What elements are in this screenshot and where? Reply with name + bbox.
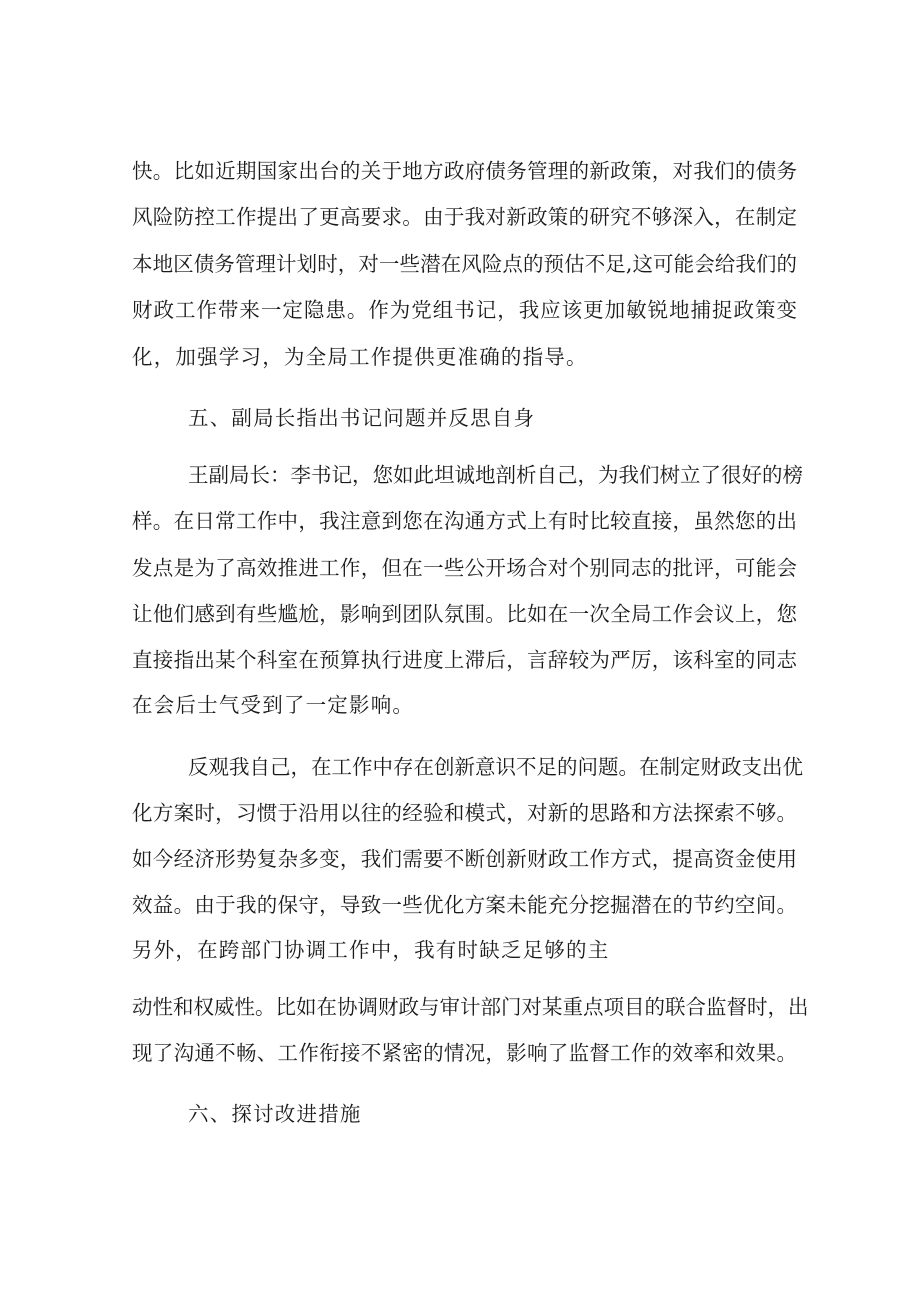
text-line: 反观我自己，在工作中存在创新意识不足的问题。在制定财政支出优 <box>188 755 803 779</box>
section-heading: 五、副局长指出书记问题并反思自身 <box>188 406 536 430</box>
text-line: 效益。由于我的保守，导致一些优化方案未能充分挖掘潜在的节约空间。 <box>132 893 797 917</box>
text-line: 发点是为了高效推进工作，但在一些公开场合对个别同志的批评，可能会 <box>132 556 797 580</box>
section-heading: 六、探讨改进措施 <box>188 1102 362 1126</box>
text-line: 另外，在跨部门协调工作中，我有时缺乏足够的主 <box>132 938 610 962</box>
text-line: 化，加强学习，为全局工作提供更准确的指导。 <box>132 345 588 369</box>
text-line: 化方案时，习惯于沿用以往的经验和模式，对新的思路和方法探索不够。 <box>132 801 797 825</box>
text-line: 现了沟通不畅、工作衔接不紧密的情况，影响了监督工作的效率和效果。 <box>132 1041 797 1065</box>
text-line: 动性和权威性。比如在协调财政与审计部门对某重点项目的联合监督时，出 <box>132 995 809 1019</box>
text-line: 如今经济形势复杂多变，我们需要不断创新财政工作方式，提高资金使用 <box>132 847 797 871</box>
text-line: 财政工作带来一定隐患。作为党组书记，我应该更加敏锐地捕捉政策变 <box>132 298 797 322</box>
text-line: 王副局长：李书记，您如此坦诚地剖析自己，为我们树立了很好的榜 <box>188 463 803 487</box>
text-line: 本地区债务管理计划时，对一些潜在风险点的预估不足,这可能会给我们的 <box>132 252 797 276</box>
text-line: 在会后士气受到了一定影响。 <box>132 693 415 717</box>
text-line: 风险防控工作提出了更高要求。由于我对新政策的研究不够深入，在制定 <box>132 205 797 229</box>
text-line: 样。在日常工作中，我注意到您在沟通方式上有时比较直接，虽然您的出 <box>132 509 797 533</box>
text-line: 快。比如近期国家出台的关于地方政府债务管理的新政策，对我们的债务 <box>132 159 797 183</box>
text-line: 直接指出某个科室在预算执行进度上滞后，言辞较为严厉，该科室的同志 <box>132 648 797 672</box>
text-line: 让他们感到有些尴尬，影响到团队氛围。比如在一次全局工作会议上，您 <box>132 602 797 626</box>
